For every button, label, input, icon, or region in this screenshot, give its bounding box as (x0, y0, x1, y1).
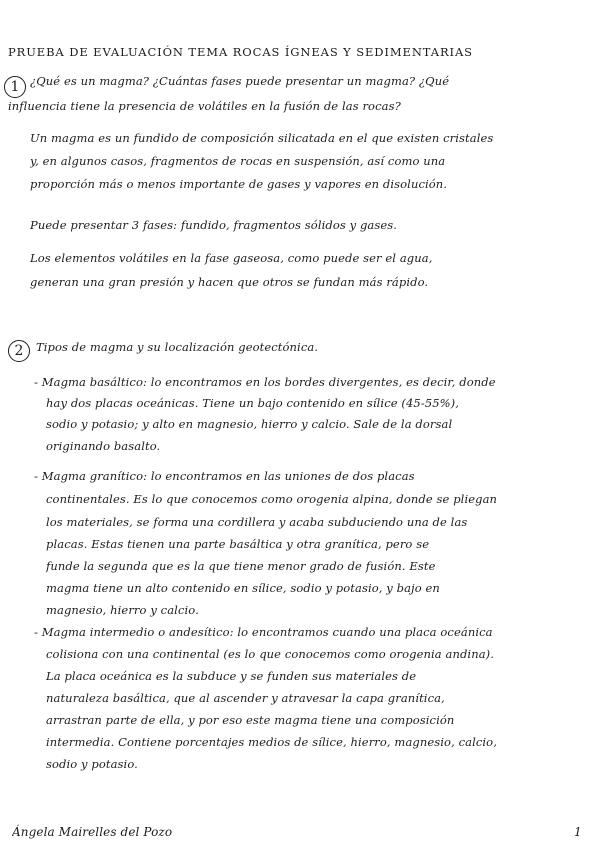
answer-1-line-3: proporción más o menos importante de gases y vapores en disolución. (30, 177, 448, 191)
granitic-magma-line-4: placas. Estas tienen una parte basáltica y otra granítica, pero se (46, 537, 430, 551)
author-name: Ángela Mairelles del Pozo (12, 825, 173, 839)
andesitic-magma-line-6: intermedia. Contiene porcentajes medios de sílice, hierro, magnesio, calcio, (46, 735, 497, 749)
basaltic-magma-line-2: hay dos placas oceánicas. Tiene un bajo contenido en sílice (45-55%), (46, 396, 460, 410)
andesitic-magma-line-2: colisiona con una continental (es lo que conocemos como orogenia andina). (46, 647, 495, 661)
page-number: 1 (574, 825, 582, 839)
question-1-text-line-1: ¿Qué es un magma? ¿Cuántas fases puede presentar un magma? ¿Qué (30, 74, 450, 88)
document-title: PRUEBA DE EVALUACIÓN TEMA ROCAS ÍGNEAS Y SEDIMENTARIAS (8, 45, 473, 59)
basaltic-magma-line-3: sodio y potasio; y alto en magnesio, hierro y calcio. Sale de la dorsal (46, 417, 453, 431)
granitic-magma-line-6: magma tiene un alto contenido en sílice, sodio y potasio, y bajo en (46, 581, 440, 595)
basaltic-magma-line-4: originando basalto. (46, 439, 161, 453)
question-1-text-line-2: influencia tiene la presencia de volátiles en la fusión de las rocas? (8, 99, 401, 113)
andesitic-magma-line-4: naturaleza basáltica, que al ascender y atravesar la capa granítica, (46, 691, 445, 705)
granitic-magma-line-3: los materiales, se forma una cordillera y acaba subduciendo una de las (46, 515, 468, 529)
basaltic-magma-line-1: - Magma basáltico: lo encontramos en los bordes divergentes, es decir, donde (34, 375, 496, 389)
granitic-magma-line-5: funde la segunda que es la que tiene menor grado de fusión. Este (46, 559, 436, 573)
question-1-number: 1 (4, 76, 26, 98)
andesitic-magma-line-1: - Magma intermedio o andesítico: lo encontramos cuando una placa oceánica (34, 625, 493, 639)
question-2-text: Tipos de magma y su localización geotectónica. (36, 340, 319, 354)
granitic-magma-line-7: magnesio, hierro y calcio. (46, 603, 199, 617)
andesitic-magma-line-3: La placa oceánica es la subduce y se funden sus materiales de (46, 669, 417, 683)
answer-1-volatiles-line-1: Los elementos volátiles en la fase gaseosa, como puede ser el agua, (30, 251, 433, 265)
granitic-magma-line-2: continentales. Es lo que conocemos como orogenia alpina, donde se pliegan (46, 492, 498, 506)
andesitic-magma-line-7: sodio y potasio. (46, 757, 138, 771)
andesitic-magma-line-5: arrastran parte de ella, y por eso este magma tiene una composición (46, 713, 455, 727)
answer-1-line-1: Un magma es un fundido de composición silicatada en el que existen cristales (30, 131, 494, 145)
answer-1-line-2: y, en algunos casos, fragmentos de rocas en suspensión, así como una (30, 154, 446, 168)
question-2-number: 2 (8, 340, 30, 362)
granitic-magma-line-1: - Magma granítico: lo encontramos en las uniones de dos placas (34, 469, 415, 483)
answer-1-volatiles-line-2: generan una gran presión y hacen que otros se fundan más rápido. (30, 275, 429, 289)
answer-1-phases: Puede presentar 3 fases: fundido, fragmentos sólidos y gases. (30, 218, 398, 232)
